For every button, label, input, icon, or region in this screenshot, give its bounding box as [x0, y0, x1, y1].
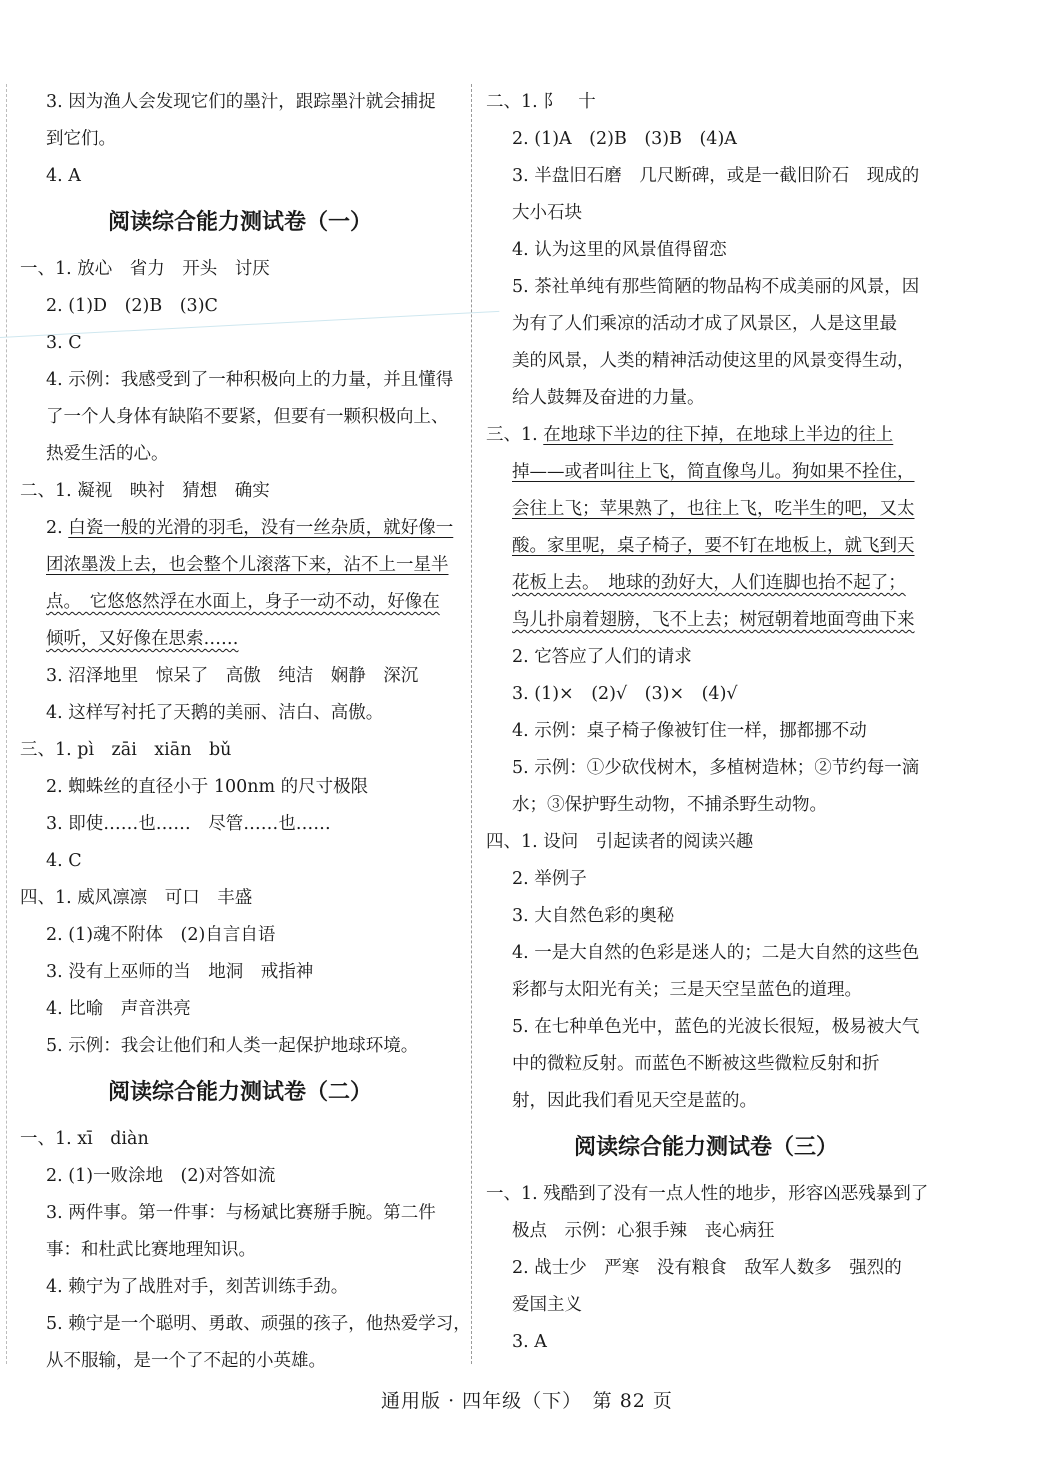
answer-line: 事：和杜武比赛地理知识。 [46, 1240, 256, 1260]
left-column [20, 84, 471, 1380]
answer-line: 为有了人们乘凉的活动才成了风景区，人是这里最 [512, 314, 897, 334]
answer-line: 4. 赖宁为了战胜对手，刻苦训练手劲。 [46, 1277, 349, 1297]
right-column [486, 84, 929, 1361]
answer-line: 一、1. 放心 省力 开头 讨厌 [20, 259, 270, 279]
answer-line: 3. (1)× (2)√ (3)× (4)√ [512, 684, 738, 704]
answer-line: 从不服输，是一个了不起的小英雄。 [46, 1351, 326, 1371]
answer-line: 3. 即使……也…… 尽管……也…… [46, 814, 331, 834]
answer-line: 美的风景，人类的精神活动使这里的风景变得生动， [512, 351, 915, 371]
answer-line: 二、1. 阝 十 [486, 92, 596, 112]
answer-line: 4. 一是大自然的色彩是迷人的；二是大自然的这些色 [512, 943, 920, 963]
answer-line: 2. 它答应了人们的请求 [512, 647, 692, 667]
underlined-answer: 在地球下半边的往下掉，在地球上半边的往上 [543, 425, 894, 445]
left-margin-rule [6, 84, 7, 1364]
answer-line [486, 491, 926, 528]
answer-line: 5. 示例：①少砍伐树木，多植树造林；②节约每一滴 [512, 758, 920, 778]
answer-line: 2. 蜘蛛丝的直径小于 100nm 的尺寸极限 [46, 777, 369, 797]
answer-line: 2. 战士少 严寒 没有粮食 敌军人数多 强烈的 [512, 1258, 902, 1278]
answer-line: 一、1. 残酷到了没有一点人性的地步，形容凶恶残暴到了 [486, 1184, 929, 1204]
answer-line: 四、1. 设问 引起读者的阅读兴趣 [486, 832, 754, 852]
answer-line: 水；③保护野生动物，不捕杀野生动物。 [512, 795, 827, 815]
answer-line [20, 584, 460, 621]
answer-line: 爱国主义 [512, 1295, 582, 1315]
answer-line: 大小石块 [512, 203, 582, 223]
answer-number: 2. [46, 518, 69, 538]
answer-line: 5. 在七种单色光中，蓝色的光波长很短，极易被大气 [512, 1017, 920, 1037]
answer-line: 4. 这样写衬托了天鹅的美丽、洁白、高傲。 [46, 703, 384, 723]
underlined-answer: 团浓墨泼上去，也会整个儿滚落下来，沾不上一星半 [46, 555, 449, 575]
page-footer: 通用版 · 四年级（下） 第 82 页 [381, 1390, 673, 1412]
underlined-answer: 掉——或者叫往上飞，简直像鸟儿。狗如果不拴住， [512, 462, 915, 482]
answer-line: 一、1. xī diàn [20, 1129, 149, 1149]
section-title: 阅读综合能力测试卷（二） [107, 1080, 372, 1105]
answer-line: 3. 没有上巫师的当 地洞 戒指神 [46, 962, 314, 982]
answer-line: 2. (1)D (2)B (3)C [46, 296, 218, 316]
column-divider [471, 84, 472, 1364]
answer-line [20, 510, 460, 547]
answer-line: 2. (1)A (2)B (3)B (4)A [512, 129, 737, 149]
answer-line: 中的微粒反射。而蓝色不断被这些微粒反射和折 [512, 1054, 880, 1074]
answer-line [486, 454, 926, 491]
underlined-answer: 酸。家里呢，桌子椅子，要不钉在地板上，就飞到天 [512, 536, 915, 556]
answer-line: 4. 示例：桌子椅子像被钉住一样，挪都挪不动 [512, 721, 867, 741]
answer-line: 了一个人身体有缺陷不要紧，但要有一颗积极向上、 [46, 407, 449, 427]
answer-number: 三、1. [486, 425, 544, 445]
underlined-answer: 点。 它悠悠然浮在水面上，身子一动不动，好像在 [46, 592, 440, 612]
underlined-answer: 倾听，又好像在思索…… [46, 629, 239, 649]
answer-line: 热爱生活的心。 [46, 444, 169, 464]
answer-line: 3. C [46, 333, 82, 353]
answer-line [20, 547, 460, 584]
answer-line: 3. 半盘旧石磨 几尺断碑，或是一截旧阶石 现成的 [512, 166, 920, 186]
answer-line: 4. A [46, 166, 81, 186]
answer-line: 彩都与太阳光有关；三是天空呈蓝色的道理。 [512, 980, 862, 1000]
answer-line: 2. (1)魂不附体 (2)自言自语 [46, 925, 276, 945]
answer-line: 3. A [512, 1332, 547, 1352]
answer-line [486, 528, 926, 565]
answer-line: 3. 两件事。第一件事：与杨斌比赛掰手腕。第二件 [46, 1203, 436, 1223]
answer-line: 3. 沼泽地里 惊呆了 高傲 纯洁 娴静 深沉 [46, 666, 419, 686]
answer-line: 二、1. 凝视 映衬 猜想 确实 [20, 481, 270, 501]
answer-line: 5. 赖宁是一个聪明、勇敢、顽强的孩子，他热爱学习， [46, 1314, 471, 1334]
answer-line: 三、1. pì zāi xiān bǔ [20, 740, 232, 760]
answer-line: 2. (1)一败涂地 (2)对答如流 [46, 1166, 276, 1186]
underlined-answer: 白瓷一般的光滑的羽毛，没有一丝杂质，就好像一 [68, 518, 454, 538]
answer-line: 射，因此我们看见天空是蓝的。 [512, 1091, 757, 1111]
answer-line: 5. 示例：我会让他们和人类一起保护地球环境。 [46, 1036, 419, 1056]
underlined-answer: 鸟儿扑扇着翅膀，飞不上去；树冠朝着地面弯曲下来 [512, 610, 915, 630]
answer-line [486, 417, 926, 454]
answer-line [486, 565, 926, 602]
answer-line: 4. C [46, 851, 82, 871]
answer-line: 极点 示例：心狠手辣 丧心病狂 [512, 1221, 775, 1241]
answer-line: 2. 举例子 [512, 869, 587, 889]
answer-line: 3. 因为渔人会发现它们的墨汁，跟踪墨汁就会捕捉 [46, 92, 436, 112]
section-title: 阅读综合能力测试卷（三） [573, 1135, 838, 1160]
answer-line: 给人鼓舞及奋进的力量。 [512, 388, 705, 408]
answer-line [20, 621, 460, 658]
underlined-answer: 花板上去。 地球的劲好大，人们连脚也抬不起了； [512, 573, 906, 593]
answer-line: 3. 大自然色彩的奥秘 [512, 906, 675, 926]
section-title: 阅读综合能力测试卷（一） [107, 210, 372, 235]
underlined-answer: 会往上飞；苹果熟了，也往上飞，吃半生的吧，又太 [512, 499, 915, 519]
answer-line [486, 602, 926, 639]
answer-line: 四、1. 威风凛凛 可口 丰盛 [20, 888, 253, 908]
answer-line: 4. 示例：我感受到了一种积极向上的力量，并且懂得 [46, 370, 454, 390]
answer-line: 5. 茶社单纯有那些简陋的物品构不成美丽的风景，因 [512, 277, 920, 297]
answer-line: 4. 比喻 声音洪亮 [46, 999, 191, 1019]
answer-line: 到它们。 [46, 129, 116, 149]
answer-line: 4. 认为这里的风景值得留恋 [512, 240, 727, 260]
